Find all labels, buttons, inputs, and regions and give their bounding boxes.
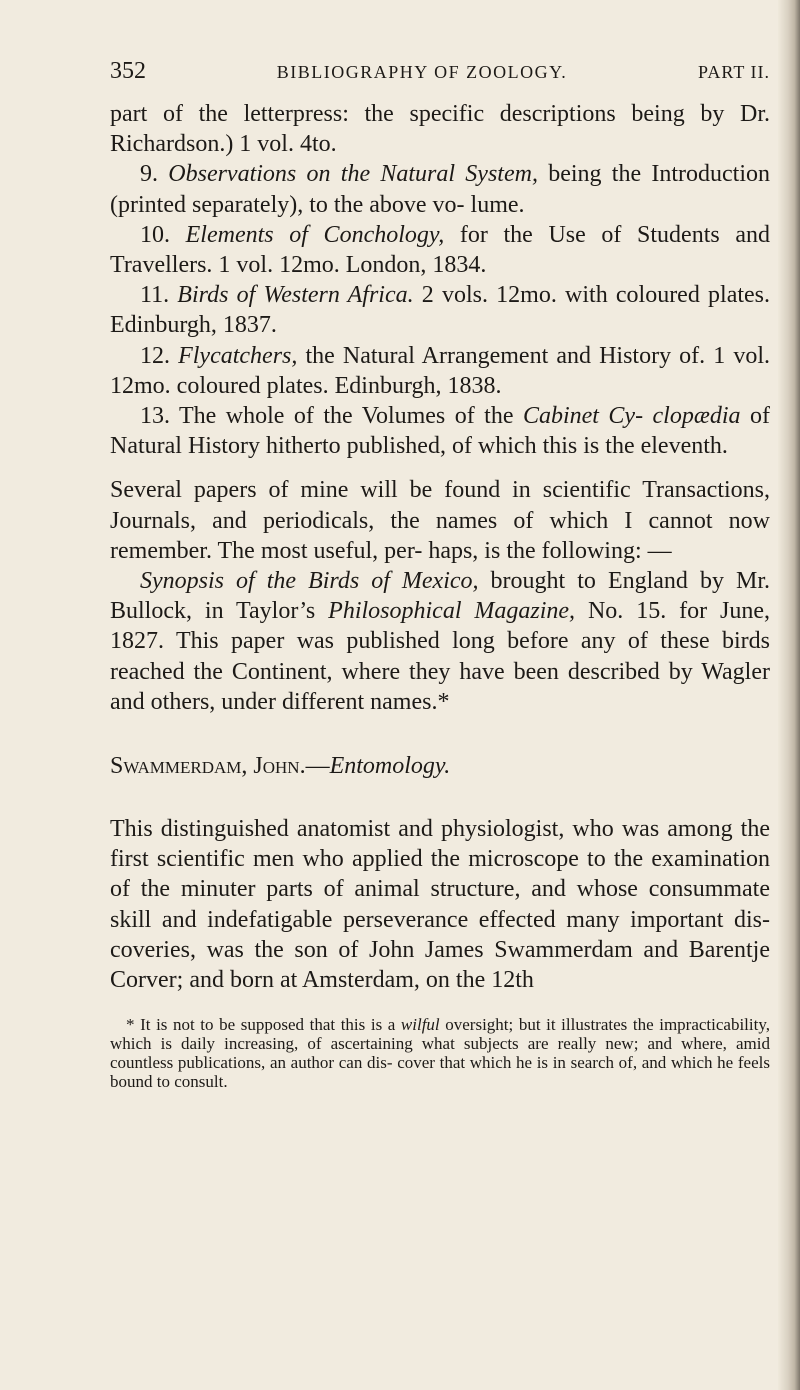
papers-paragraph	[110, 475, 770, 566]
page-content	[110, 58, 770, 1091]
biography-text: This distinguished anatomist and physiologist, who was among the first scientific men who applied the microscope to the examination of the minuter parts of animal structure, and whose consummate skill and indefatigable perseverance effected many important dis- coveries, was the son of John James Swammerdam and Barentje Corver; and born at Amsterdam, on the 12th	[110, 816, 770, 994]
footnote	[110, 1015, 770, 1091]
entry-11	[110, 280, 770, 340]
entry-12-text: the Natural Arrangement and History of. 1 vol. 12mo. coloured plates. Edinburgh, 1838.	[110, 342, 770, 399]
entry-13-pre: The whole of the Volumes of the	[170, 403, 523, 430]
entry-11-number: 11.	[140, 282, 170, 309]
intro-continuation	[110, 99, 770, 159]
entry-10-title: Elements of Conchology,	[185, 221, 445, 248]
entry-9-title: Observations on the Natural System,	[168, 161, 538, 188]
running-header	[110, 58, 770, 85]
entry-10	[110, 220, 770, 280]
entry-11-title: Birds of Western Africa.	[177, 282, 414, 309]
entry-11-text: 2 vols. 12mo. with coloured plates. Edinburgh, 1837.	[110, 282, 771, 339]
footnote-text	[110, 1015, 770, 1091]
section-heading	[110, 753, 770, 780]
papers-text: Several papers of mine will be found in scientific Transactions, Journals, and periodicals, the names of which I cannot now remember. The most useful, per- haps, is the following: —	[110, 477, 770, 564]
entry-13-title: Cabinet Cy- clopædia	[522, 403, 741, 430]
synopsis-paragraph	[110, 566, 770, 717]
footnote-pre: * It is not to be supposed that this is a	[126, 1015, 401, 1035]
intro-text: part of the letterpress: the specific descriptions being by Dr. Richardson.) 1 vol. 4to.	[110, 101, 770, 158]
synopsis-mid: brought to England by Mr. Bullock, in Taylor’s	[110, 568, 770, 625]
section-dash: —	[305, 753, 330, 780]
synopsis-title: Synopsis of the Birds of Mexico,	[140, 568, 479, 595]
entry-13	[110, 401, 770, 461]
page-edge-shadow	[778, 0, 800, 1390]
entry-12-title: Flycatchers,	[178, 342, 298, 369]
page-number: 352	[110, 58, 146, 84]
synopsis-text: No. 15. for June, 1827. This paper was published long before any of these birds reached the Continent, where they have been described by Wagler and others, under different names.*	[110, 598, 770, 715]
entry-13-text: of Natural History hitherto published, of which this is the eleventh.	[110, 403, 770, 460]
footnote-italic: wilful	[400, 1015, 440, 1035]
entry-10-text: for the Use of Students and Travellers. 1 vol. 12mo. London, 1834.	[110, 221, 771, 279]
entry-9	[110, 159, 770, 219]
entry-12-number: 12.	[140, 342, 170, 369]
section-subject: Entomology.	[329, 753, 451, 780]
entry-9-number: 9.	[140, 161, 158, 188]
entry-12	[110, 341, 770, 401]
synopsis-journal: Philosophical Magazine,	[328, 598, 576, 625]
entry-13-number: 13.	[140, 403, 170, 430]
entry-10-number: 10.	[140, 221, 170, 248]
running-title: BIBLIOGRAPHY OF ZOOLOGY.	[276, 62, 568, 82]
entry-9-text: being the Introduction (printed separately), to the above vo- lume.	[110, 161, 771, 218]
section-author: Swammerdam, John.	[110, 753, 306, 780]
part-label: PART II.	[698, 62, 770, 82]
biography-paragraph	[110, 814, 770, 995]
footnote-post: oversight; but it illustrates the impracticability, which is daily increasing, of ascertaining what subjects are really new; and where, amid countless publications, an author can dis- cover that which he is in search of, and which he feels bound to consult.	[110, 1015, 770, 1092]
